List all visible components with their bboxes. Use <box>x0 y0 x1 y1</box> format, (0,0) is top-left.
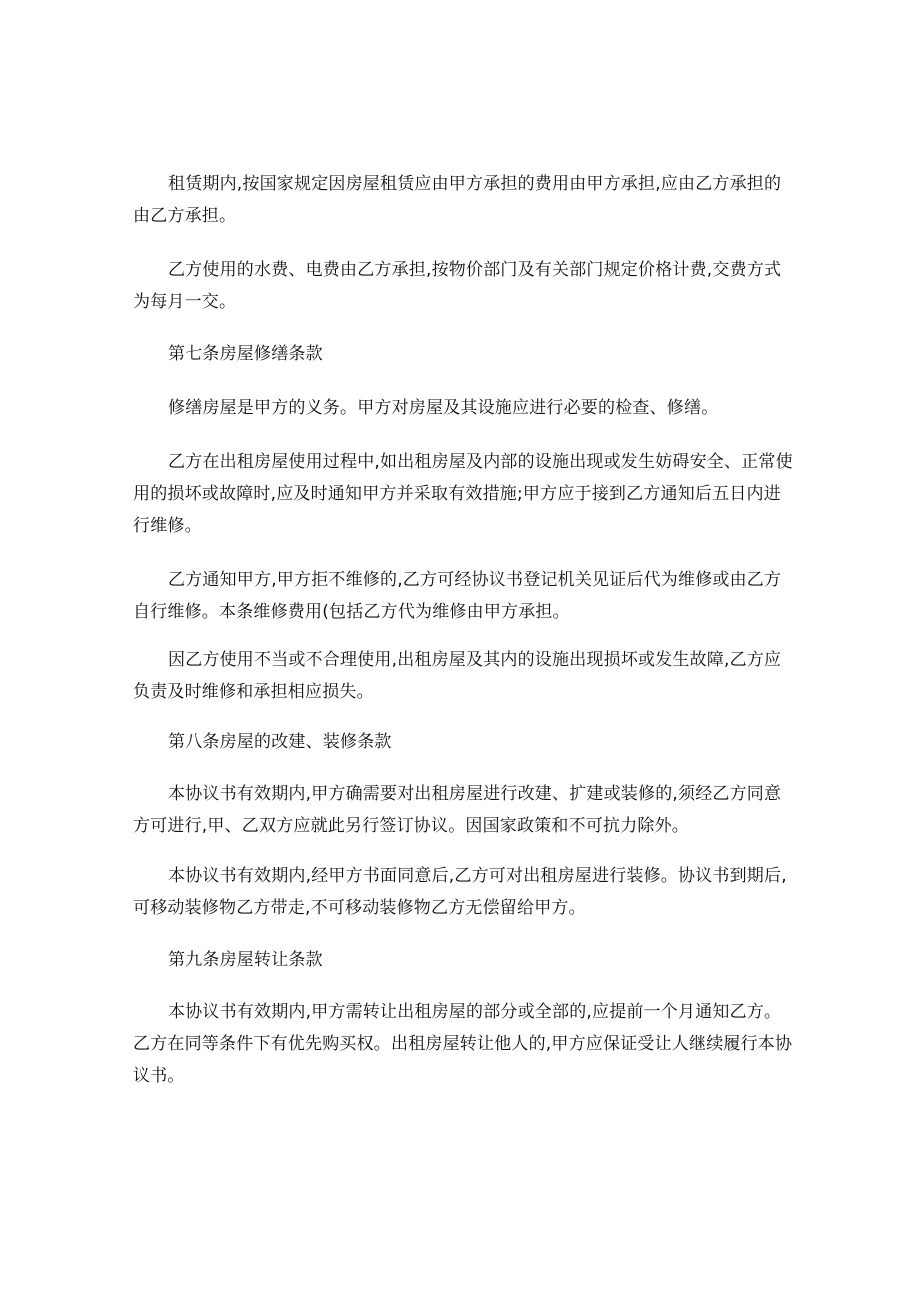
paragraph-repair-notice: 乙方在出租房屋使用过程中,如出租房屋及内部的设施出现或发生妨碍安全、正常使用的损坏或故障时,应及时通知甲方并采取有效措施;甲方应于接到乙方通知后五日内进行维修。 <box>133 452 793 536</box>
paragraph-improper-use: 因乙方使用不当或不合理使用,出租房屋及其内的设施出现损坏或发生故障,乙方应负责及时维修和承担相应损失。 <box>133 650 782 702</box>
heading-article-9: 第九条房屋转让条款 <box>168 950 323 970</box>
paragraph-transfer: 本协议书有效期内,甲方需转让出租房屋的部分或全部的,应提前一个月通知乙方。乙方在同等条件下有优先购买权。出租房屋转让他人的,甲方应保证受让人继续履行本协议书。 <box>133 1002 793 1086</box>
paragraph-expense-sharing: 租赁期内,按国家规定因房屋租赁应由甲方承担的费用由甲方承担,应由乙方承担的由乙方承担。 <box>133 174 782 226</box>
heading-article-7: 第七条房屋修缮条款 <box>168 344 323 364</box>
heading-article-8: 第八条房屋的改建、装修条款 <box>168 732 392 752</box>
paragraph-repair-duty: 修缮房屋是甲方的义务。甲方对房屋及其设施应进行必要的检查、修缮。 <box>168 398 719 418</box>
paragraph-repair-refusal: 乙方通知甲方,甲方拒不维修的,乙方可经协议书登记机关见证后代为维修或由乙方自行维修。本条维修费用(包括乙方代为维修由甲方承担。 <box>133 570 782 622</box>
paragraph-renovation-landlord: 本协议书有效期内,甲方确需要对出租房屋进行改建、扩建或装修的,须经乙方同意方可进行,甲、乙双方应就此另行签订协议。因国家政策和不可抗力除外。 <box>133 784 782 836</box>
paragraph-utilities: 乙方使用的水费、电费由乙方承担,按物价部门及有关部门规定价格计费,交费方式为每月一交。 <box>133 260 782 312</box>
paragraph-renovation-tenant: 本协议书有效期内,经甲方书面同意后,乙方可对出租房屋进行装修。协议书到期后,可移动装修物乙方带走,不可移动装修物乙方无偿留给甲方。 <box>133 866 787 918</box>
